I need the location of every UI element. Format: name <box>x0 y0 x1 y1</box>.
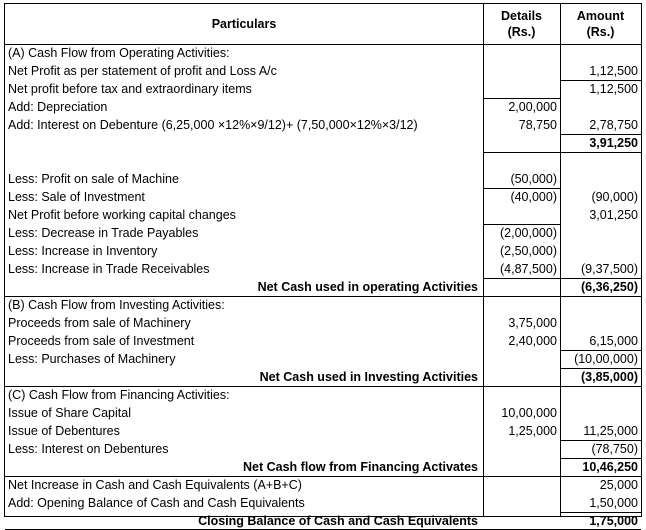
header-particulars-label: Particulars <box>211 17 277 31</box>
row-amount: (6,36,250) <box>581 280 638 294</box>
row-details <box>487 512 559 530</box>
row-amount: 2,78,750 <box>589 118 638 132</box>
row-amount: (78,750) <box>591 442 638 456</box>
table-row <box>5 170 641 188</box>
row-details <box>487 206 559 224</box>
row-particulars: Issue of Debentures <box>8 424 120 438</box>
table-row <box>5 260 641 278</box>
grid-hline <box>483 188 560 189</box>
row-amount <box>560 98 641 116</box>
row-amount: 1,50,000 <box>589 496 638 510</box>
row-particulars <box>8 152 482 170</box>
header-amount-label: Amount <box>576 9 625 23</box>
row-particulars: Proceeds from sale of Machinery <box>8 316 191 330</box>
grid-hline <box>5 44 641 45</box>
row-particulars: Issue of Share Capital <box>8 406 131 420</box>
table-row <box>5 422 641 440</box>
row-particulars: Net profit before tax and extraordinary items <box>8 82 252 96</box>
table-row <box>5 494 641 512</box>
row-details: 10,00,000 <box>501 406 557 420</box>
table-row <box>5 188 641 206</box>
row-details: 1,25,000 <box>508 424 557 438</box>
table-row <box>5 80 641 98</box>
row-particulars: Less: Profit on sale of Machine <box>8 172 179 186</box>
grid-hline <box>560 152 641 153</box>
table-row <box>5 404 641 422</box>
table-row <box>5 242 641 260</box>
row-amount <box>560 404 641 422</box>
table-row <box>5 296 641 314</box>
row-amount: 3,01,250 <box>589 208 638 222</box>
row-particulars: Net Cash used in operating Activities <box>257 280 478 294</box>
row-amount: 1,12,500 <box>589 82 638 96</box>
table-row <box>5 62 641 80</box>
row-particulars: Add: Opening Balance of Cash and Cash Equivalents <box>8 496 305 510</box>
row-particulars: Add: Depreciation <box>8 100 108 114</box>
row-amount: (9,37,500) <box>581 262 638 276</box>
row-details <box>487 494 559 512</box>
table-row <box>5 116 641 134</box>
row-particulars: Net Cash used in Investing Activities <box>259 370 478 384</box>
row-amount <box>560 386 641 404</box>
table-row <box>5 440 641 458</box>
grid-hline <box>483 152 560 153</box>
cash-flow-table <box>4 3 642 528</box>
table-row <box>5 278 641 296</box>
header-amount-unit: (Rs.) <box>586 25 615 39</box>
row-particulars <box>5 134 482 152</box>
grid-hline <box>560 134 641 135</box>
row-particulars: Proceeds from sale of Investment <box>8 334 195 348</box>
row-particulars: Less: Increase in Trade Receivables <box>8 262 210 276</box>
table-row <box>5 476 641 494</box>
row-details <box>487 278 559 296</box>
grid-hline <box>560 350 641 351</box>
row-details <box>487 62 559 80</box>
row-particulars: Add: Interest on Debenture (6,25,000 ×12%×9/12)+ (7,50,000×12%×3/12) <box>8 118 418 132</box>
row-details <box>487 476 559 494</box>
row-particulars: (C) Cash Flow from Financing Activities: <box>8 388 230 402</box>
row-details: 3,75,000 <box>508 316 557 330</box>
header-details-label: Details <box>501 9 542 23</box>
row-amount <box>560 224 641 242</box>
row-details <box>487 80 559 98</box>
row-details <box>487 440 559 458</box>
row-details: 2,40,000 <box>508 334 557 348</box>
row-particulars: Closing Balance of Cash and Cash Equivalents <box>198 514 478 528</box>
row-details <box>487 134 559 152</box>
grid-hline <box>483 98 560 99</box>
table-row <box>5 152 641 170</box>
row-amount <box>560 242 641 260</box>
row-details: 78,750 <box>518 118 557 132</box>
row-particulars: Net Profit before working capital changes <box>8 208 236 222</box>
row-amount: (10,00,000) <box>574 352 638 366</box>
grid-vline <box>483 4 484 516</box>
row-details <box>487 296 559 314</box>
grid-hline <box>560 440 641 441</box>
grid-hline <box>560 80 641 81</box>
table-row <box>5 350 641 368</box>
row-particulars: Net Increase in Cash and Cash Equivalents (A+B+C) <box>8 478 302 492</box>
row-details <box>487 152 559 170</box>
row-amount <box>560 314 641 332</box>
row-amount <box>560 44 641 62</box>
table-row <box>5 134 641 152</box>
row-particulars: Less: Interest on Debentures <box>8 442 169 456</box>
row-details <box>487 44 559 62</box>
table-row <box>5 512 641 530</box>
row-amount: 6,15,000 <box>589 334 638 348</box>
row-amount: 10,46,250 <box>582 460 638 474</box>
table-row <box>5 368 641 386</box>
row-details: (50,000) <box>510 172 557 186</box>
grid-hline <box>5 296 641 297</box>
header-particulars <box>5 4 483 44</box>
row-details: (40,000) <box>510 190 557 204</box>
table-row <box>5 206 641 224</box>
row-amount: 3,91,250 <box>589 136 638 150</box>
grid-hline <box>560 512 641 513</box>
grid-hline <box>560 368 641 369</box>
row-amount <box>560 152 641 170</box>
row-particulars: (B) Cash Flow from Investing Activities: <box>8 298 225 312</box>
header-details <box>483 4 560 44</box>
row-details: (2,50,000) <box>500 244 557 258</box>
row-particulars: Less: Increase in Inventory <box>8 244 158 258</box>
row-amount: (3,85,000) <box>581 370 638 384</box>
header-details-unit: (Rs.) <box>507 25 536 39</box>
row-details <box>487 458 559 476</box>
grid-hline <box>483 278 560 279</box>
table-row <box>5 458 641 476</box>
row-details: (2,00,000) <box>500 226 557 240</box>
grid-hline <box>5 386 641 387</box>
row-details <box>487 368 559 386</box>
row-particulars: Net Cash flow from Financing Activates <box>243 460 478 474</box>
row-amount: 1,12,500 <box>589 64 638 78</box>
table-row <box>5 98 641 116</box>
table-row <box>5 386 641 404</box>
row-amount: 1,75,000 <box>589 514 638 528</box>
row-particulars: (A) Cash Flow from Operating Activities: <box>8 46 230 60</box>
row-amount <box>560 170 641 188</box>
table-row <box>5 332 641 350</box>
grid-hline <box>483 224 560 225</box>
table-row <box>5 44 641 62</box>
row-particulars: Less: Decrease in Trade Payables <box>8 226 199 240</box>
table-row <box>5 224 641 242</box>
row-particulars: Less: Sale of Investment <box>8 190 145 204</box>
row-details <box>487 350 559 368</box>
grid-hline <box>560 278 641 279</box>
table-row <box>5 314 641 332</box>
grid-hline <box>5 476 641 477</box>
row-details <box>487 386 559 404</box>
row-details: (4,87,500) <box>500 262 557 276</box>
row-amount: 25,000 <box>599 478 638 492</box>
header-amount <box>560 4 641 44</box>
row-details: 2,00,000 <box>508 100 557 114</box>
row-particulars: Net Profit as per statement of profit and Loss A/c <box>8 64 277 78</box>
row-amount <box>560 296 641 314</box>
row-particulars: Less: Purchases of Machinery <box>8 352 176 366</box>
grid-hline <box>560 458 641 459</box>
row-amount: (90,000) <box>591 190 638 204</box>
row-amount: 11,25,000 <box>583 424 638 438</box>
